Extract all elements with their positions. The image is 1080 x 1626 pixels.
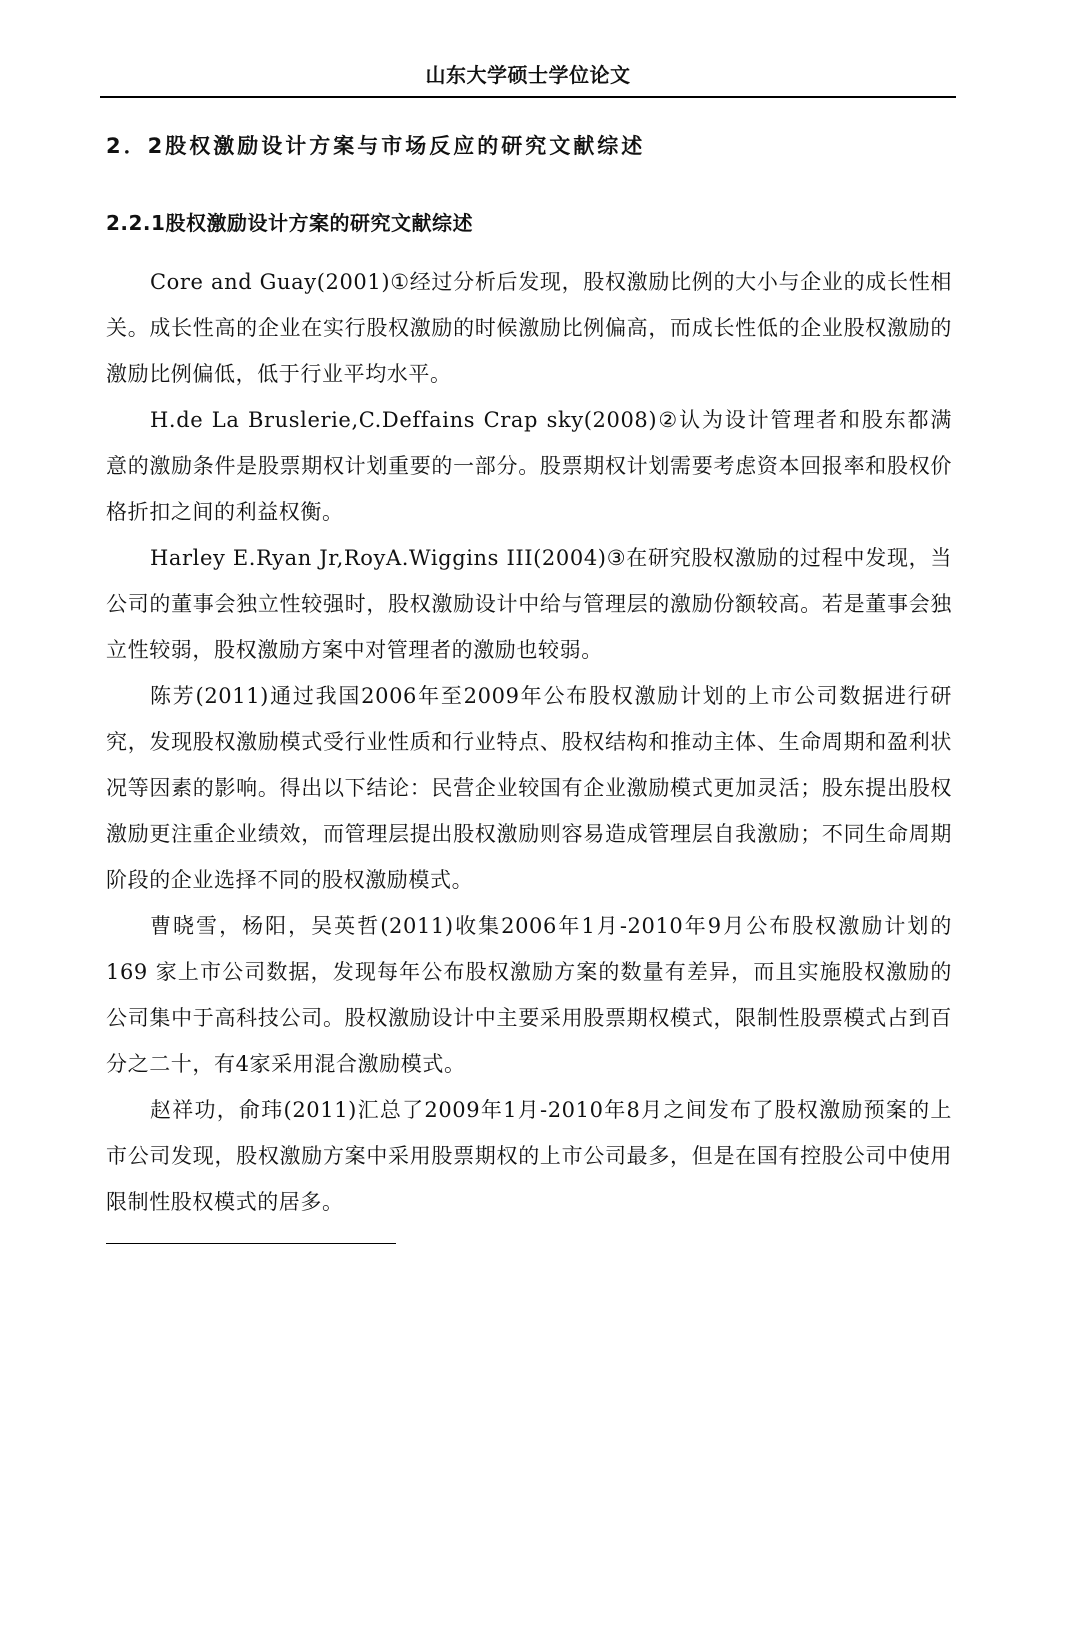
paragraph: 曹晓雪，杨阳，吴英哲(2011)收集2006年1月-2010年9月公布股权激励计划的169 家上市公司数据，发现每年公布股权激励方案的数量有差异，而且实施股权激励的公司集中于高科技公司。股权激励设计中主要采用股票期权模式，限制性股票模式占到百分之二十，有4家采用混合激励模式。 <box>106 914 952 1076</box>
section-heading: 2．2股权激励设计方案与市场反应的研究文献综述 <box>106 134 646 158</box>
footnote-separator <box>106 1243 396 1244</box>
paragraph: Core and Guay(2001)①经过分析后发现，股权激励比例的大小与企业的成长性相关。成长性高的企业在实行股权激励的时候激励比例偏高，而成长性低的企业股权激励的激励比例偏低，低于行业平均水平。 <box>106 270 952 386</box>
body-text <box>106 259 952 1225</box>
running-header: 山东大学硕士学位论文 <box>425 63 631 87</box>
header-rule <box>100 96 956 98</box>
paragraph: 陈芳(2011)通过我国2006年至2009年公布股权激励计划的上市公司数据进行研究，发现股权激励模式受行业性质和行业特点、股权结构和推动主体、生命周期和盈利状况等因素的影响。得出以下结论：民营企业较国有企业激励模式更加灵活；股东提出股权激励更注重企业绩效，而管理层提出股权激励则容易造成管理层自我激励；不同生命周期阶段的企业选择不同的股权激励模式。 <box>106 684 952 892</box>
paragraph: Harley E.Ryan Jr,RoyA.Wiggins III(2004)③在研究股权激励的过程中发现，当公司的董事会独立性较强时，股权激励设计中给与管理层的激励份额较高。若是董事会独立性较弱，股权激励方案中对管理者的激励也较弱。 <box>106 546 952 662</box>
subsection-heading: 2.2.1股权激励设计方案的研究文献综述 <box>106 211 473 235</box>
paragraph: 赵祥功，俞玮(2011)汇总了2009年1月-2010年8月之间发布了股权激励预案的上市公司发现，股权激励方案中采用股票期权的上市公司最多，但是在国有控股公司中使用限制性股权模式的居多。 <box>106 1098 952 1214</box>
paragraph: H.de La Bruslerie,C.Deffains Crap sky(2008)②认为设计管理者和股东都满意的激励条件是股票期权计划重要的一部分。股票期权计划需要考虑资本回报率和股权价格折扣之间的利益权衡。 <box>106 408 952 524</box>
